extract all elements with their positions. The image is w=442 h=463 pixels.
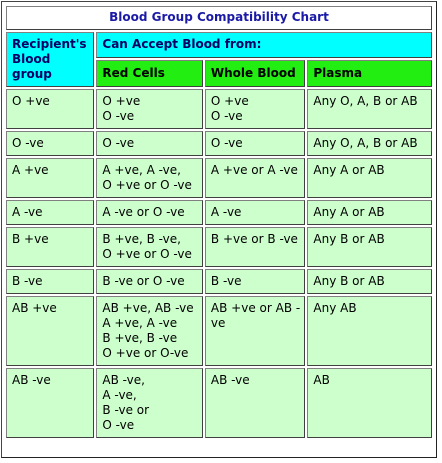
plasma-cell: Any B or AB: [307, 269, 432, 294]
recipient-header-line: Recipient's: [12, 37, 87, 51]
recipient-cell: B +ve: [6, 227, 94, 267]
cell-line: A +ve or A -ve: [210, 163, 298, 177]
cell-line: O -ve: [102, 109, 135, 123]
plasma-cell: Any O, A, B or AB: [307, 131, 432, 156]
compatibility-chart-frame: [1, 1, 437, 458]
recipient-header-line: group: [12, 67, 52, 81]
table-row: [6, 227, 432, 267]
cell-line: AB -ve: [210, 373, 250, 387]
cell-line: B +ve, B -ve,: [102, 232, 181, 246]
plasma-cell: Any O, A, B or AB: [307, 89, 432, 129]
red-cells-cell: [96, 200, 203, 225]
recipient-cell: O -ve: [6, 131, 94, 156]
cell-line: O +ve or O -ve: [102, 178, 192, 192]
cell-line: AB -ve,: [102, 373, 145, 387]
whole-blood-cell: [205, 200, 305, 225]
plasma-cell: Any A or AB: [307, 200, 432, 225]
cell-line: O -ve: [102, 136, 135, 150]
table-row: [6, 158, 432, 198]
recipient-cell: A -ve: [6, 200, 94, 225]
red-cells-cell: [96, 131, 203, 156]
cell-line: AB +ve or AB -: [210, 301, 301, 315]
cell-line: B -ve or O -ve: [102, 274, 185, 288]
whole-blood-cell: [205, 89, 305, 129]
table-row: [6, 89, 432, 129]
cell-line: O +ve or O -ve: [102, 247, 192, 261]
recipient-header: [6, 32, 94, 87]
red-cells-cell: [96, 296, 203, 366]
cell-line: A -ve,: [102, 388, 137, 402]
chart-title: Blood Group Compatibility Chart: [6, 6, 432, 30]
recipient-cell: B -ve: [6, 269, 94, 294]
cell-line: O -ve: [210, 109, 243, 123]
cell-line: O +ve: [210, 94, 249, 108]
whole-blood-cell: [205, 368, 305, 438]
whole-blood-cell: [205, 131, 305, 156]
red-cells-cell: [96, 269, 203, 294]
cell-line: A +ve, A -ve: [102, 316, 178, 330]
table-row: [6, 269, 432, 294]
cell-line: O +ve or O-ve: [102, 346, 189, 360]
table-row: [6, 296, 432, 366]
cell-line: O +ve: [102, 94, 141, 108]
red-cells-cell: [96, 89, 203, 129]
recipient-header-line: Blood: [12, 52, 51, 66]
plasma-cell: Any B or AB: [307, 227, 432, 267]
cell-line: B +ve, B -ve: [102, 331, 178, 345]
table-row: [6, 131, 432, 156]
cell-line: O -ve: [102, 418, 135, 432]
cell-line: A -ve or O -ve: [102, 205, 185, 219]
plasma-cell: Any AB: [307, 296, 432, 366]
table-row: [6, 368, 432, 438]
whole-blood-header: Whole Blood: [205, 60, 305, 87]
recipient-cell: A +ve: [6, 158, 94, 198]
cell-line: B +ve or B -ve: [210, 232, 298, 246]
cell-line: AB +ve, AB -ve: [102, 301, 194, 315]
whole-blood-cell: [205, 269, 305, 294]
compatibility-table: [4, 4, 434, 440]
cell-line: B -ve: [210, 274, 242, 288]
red-cells-header: Red Cells: [96, 60, 203, 87]
cell-line: A +ve, A -ve,: [102, 163, 181, 177]
can-accept-header: Can Accept Blood from:: [96, 32, 432, 58]
cell-line: ve: [210, 316, 226, 330]
whole-blood-cell: [205, 227, 305, 267]
cell-line: O -ve: [210, 136, 243, 150]
red-cells-cell: [96, 368, 203, 438]
red-cells-cell: [96, 158, 203, 198]
recipient-cell: O +ve: [6, 89, 94, 129]
plasma-header: Plasma: [307, 60, 432, 87]
whole-blood-cell: [205, 158, 305, 198]
cell-line: A -ve: [210, 205, 242, 219]
plasma-cell: AB: [307, 368, 432, 438]
table-row: [6, 200, 432, 225]
recipient-cell: AB -ve: [6, 368, 94, 438]
cell-line: B -ve or: [102, 403, 150, 417]
recipient-cell: AB +ve: [6, 296, 94, 366]
whole-blood-cell: [205, 296, 305, 366]
plasma-cell: Any A or AB: [307, 158, 432, 198]
red-cells-cell: [96, 227, 203, 267]
